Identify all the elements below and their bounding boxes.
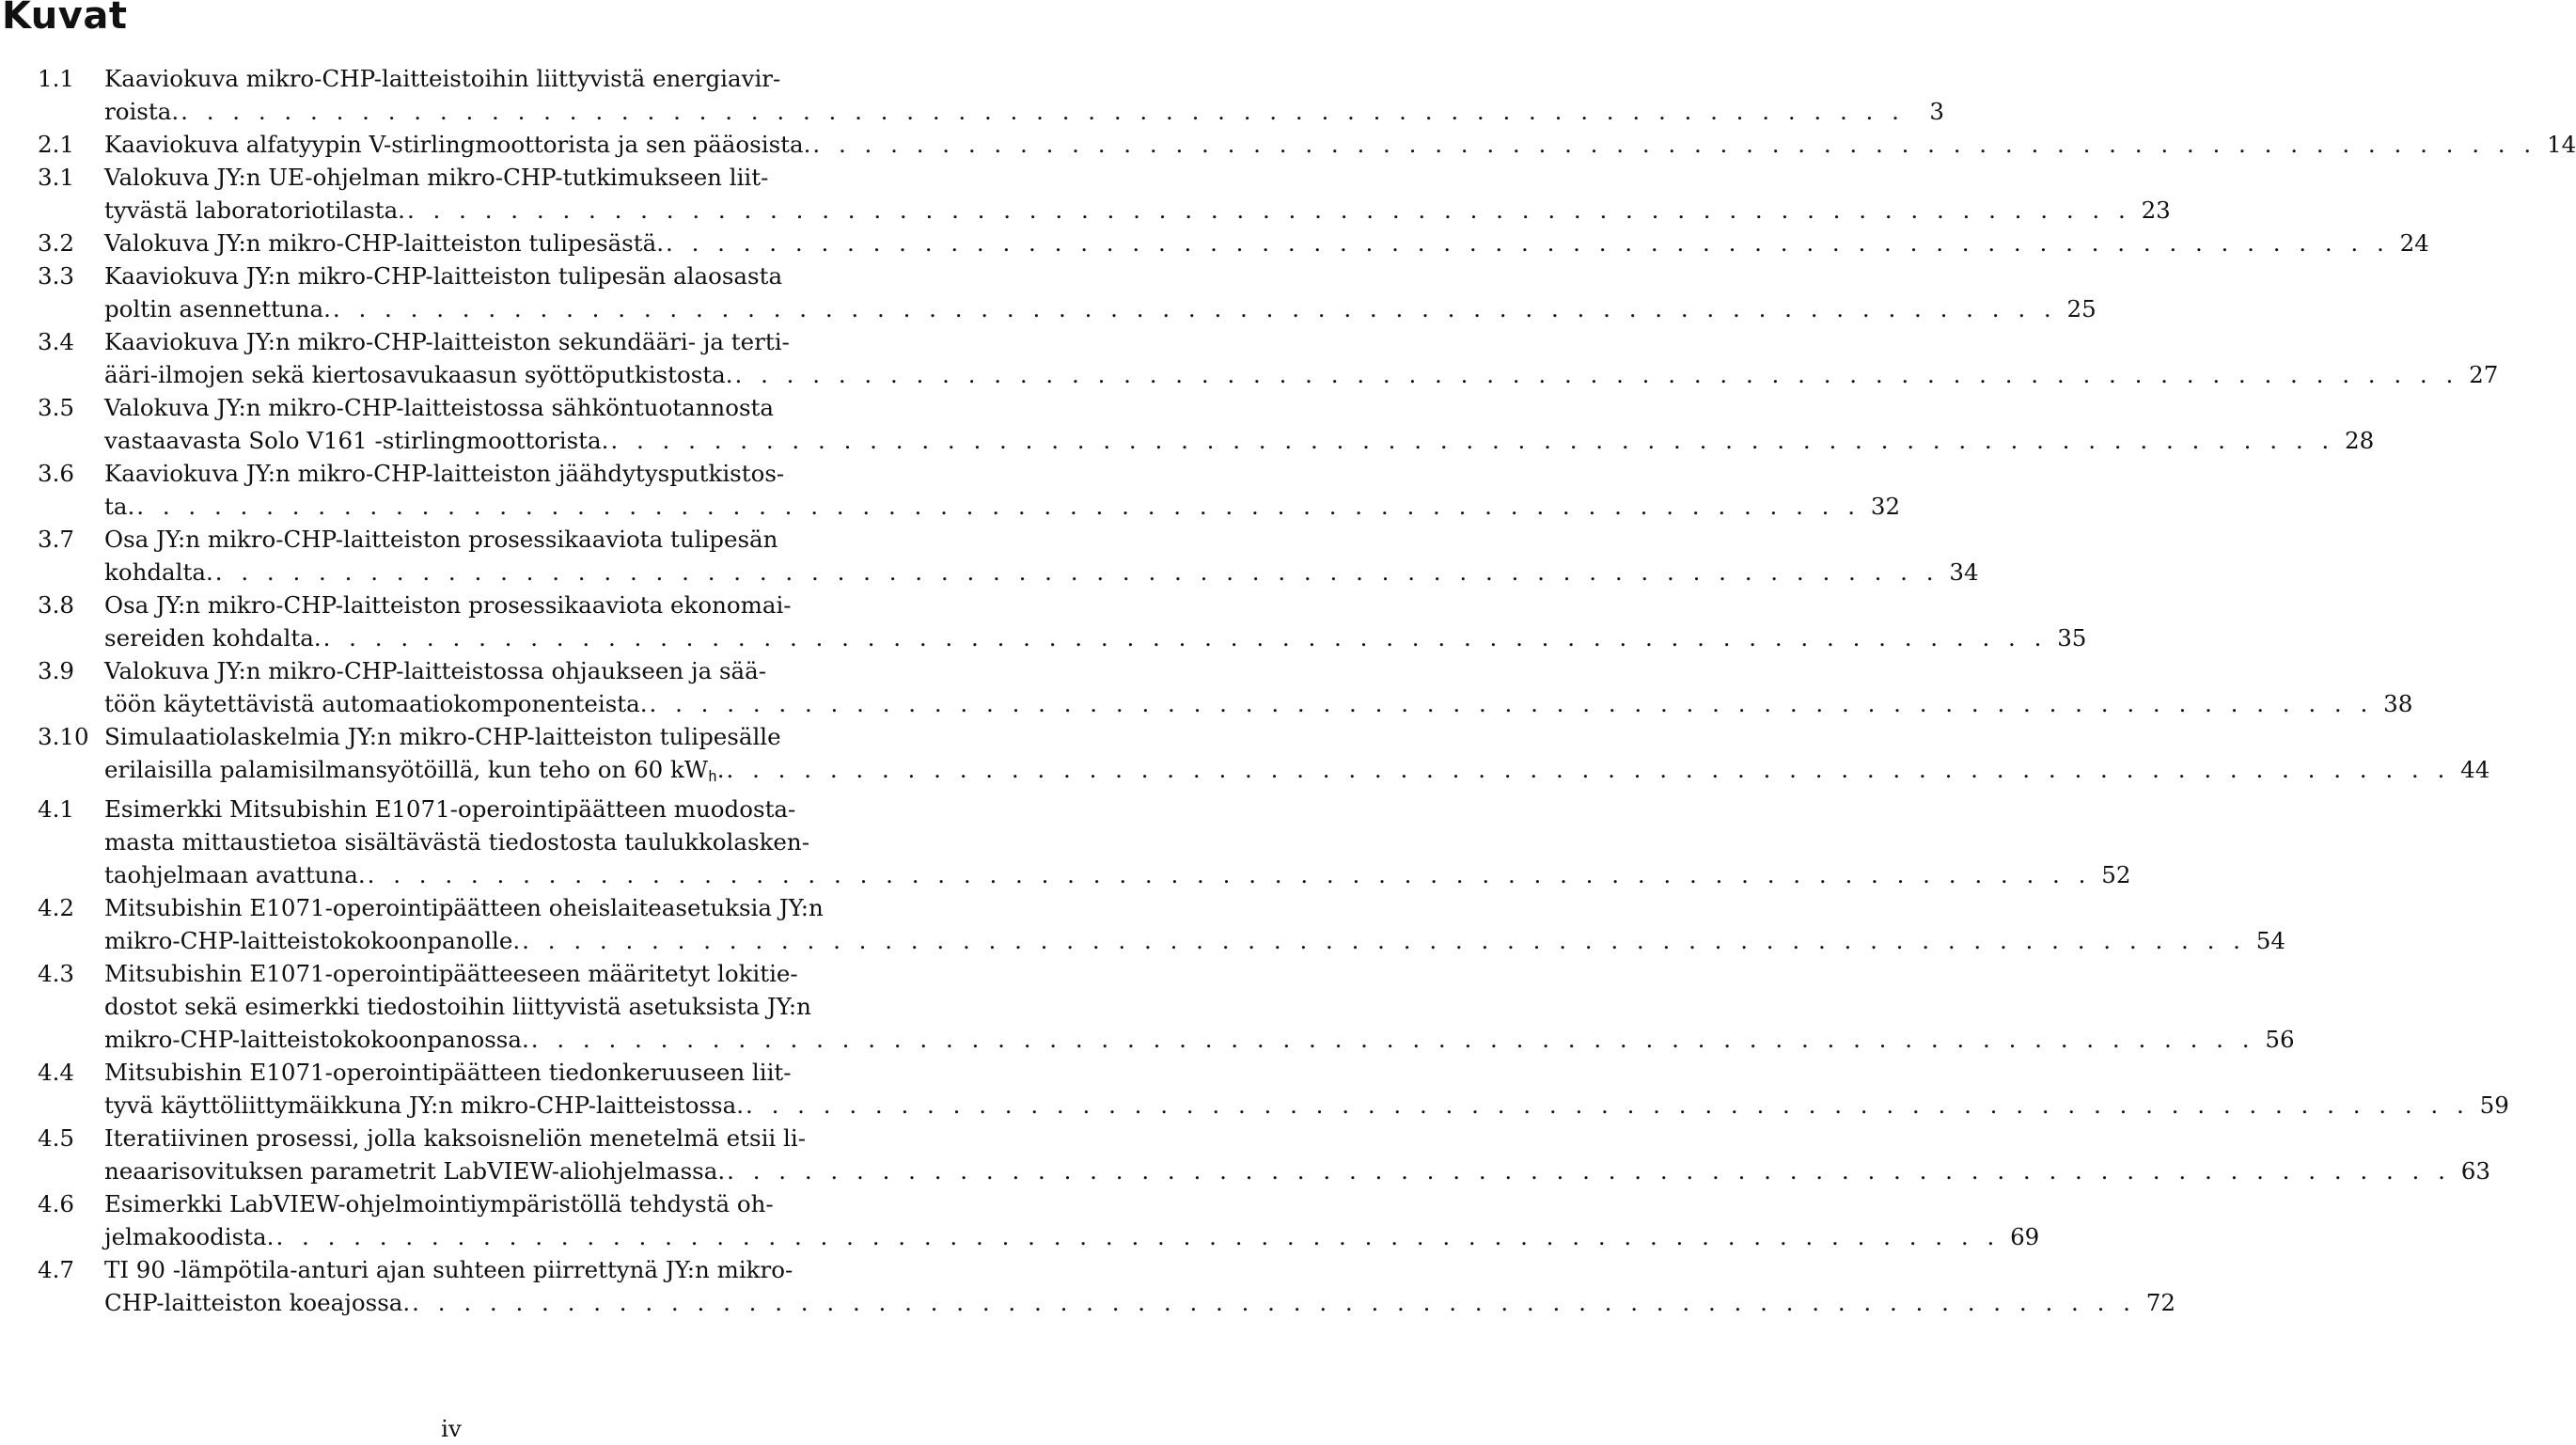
toc-entry[interactable] (38, 62, 1944, 128)
figure-number: 3.5 (38, 394, 74, 421)
dot-leader: . . . . . . . . . . . . . . . . . . . . . . . . . . . . . . . . . . . . . . . . . . . . . . . . . . . . . . . . . . . . . . . . . . . (214, 558, 1940, 586)
figure-caption-text (104, 95, 179, 128)
figure-number: 3.2 (38, 229, 74, 257)
figure-caption-text (104, 1220, 274, 1253)
unit-subscript: h (708, 767, 717, 785)
page-ref[interactable]: 35 (2057, 624, 2087, 652)
dot-leader: . . . . . . . . . . . . . . . . . . . . . . . . . . . . . . . . . . . . . . . . . . . . . . . . . . . . . . . . . . . . . . . . . . . (275, 1223, 2001, 1250)
caption-text: neaarisovituksen parametrit LabVIEW-aliohjelmassa. (104, 1157, 726, 1185)
caption-text: poltin asennettuna. (104, 295, 331, 322)
toc-entry[interactable] (38, 1187, 2040, 1253)
figure-caption-line: dostot sekä esimerkki tiedostoihin liittyvistä asetuksista JY:n (104, 993, 811, 1020)
caption-text: kohdalta. (104, 558, 213, 586)
figure-caption-line: Osa JY:n mikro-CHP-laitteiston prosessikaaviota ekonomai- (104, 591, 792, 619)
toc-entry[interactable] (38, 891, 2285, 957)
page-ref[interactable]: 23 (2141, 196, 2171, 224)
dot-leader: . . . . . . . . . . . . . . . . . . . . . . . . . . . . . . . . . . . . . . . . . . . . . . . . . . . . . . . . . . . . . . . . . . . (812, 131, 2537, 158)
caption-text: mikro-CHP-laitteistokokoonpanossa. (104, 1026, 529, 1053)
toc-entry[interactable] (38, 161, 2171, 227)
figure-number: 3.6 (38, 460, 74, 487)
figure-caption-text (104, 1089, 744, 1122)
dot-leader: . . . . . . . . . . . . . . . . . . . . . . . . . . . . . . . . . . . . . . . . . . . . . . . . . . . . . . . . . . . . . . . . . . . (181, 98, 1905, 125)
toc-entry[interactable] (38, 793, 2131, 891)
figure-caption-line (104, 556, 1979, 589)
toc-entry[interactable] (38, 523, 1979, 589)
caption-text: erilaisilla palamisilmansyötöillä, kun teho on 60 kW (104, 756, 709, 783)
toc-entry[interactable] (38, 589, 2087, 654)
figure-caption-line (104, 194, 2171, 227)
dot-leader: . . . . . . . . . . . . . . . . . . . . . . . . . . . . . . . . . . . . . . . . . . . . . . . . . . . . . . . . . . . . . . . . . . . (727, 1157, 2451, 1185)
figure-number: 3.1 (38, 164, 74, 191)
figure-caption-line (104, 292, 2097, 325)
toc-entry[interactable] (38, 391, 2375, 457)
dot-leader: . . . . . . . . . . . . . . . . . . . . . . . . . . . . . . . . . . . . . . . . . . . . . . . . . . . . . . . . . . . . . . . . . . . (726, 756, 2451, 783)
page-ref[interactable]: 24 (2399, 229, 2429, 257)
dot-leader: . . . . . . . . . . . . . . . . . . . . . . . . . . . . . . . . . . . . . . . . . . . . . . . . . . . . . . . . . . . . . . . . . . . (332, 295, 2057, 322)
list-of-figures (38, 62, 2576, 1319)
page-ref[interactable]: 69 (2010, 1223, 2040, 1250)
figure-caption-line (104, 687, 2413, 720)
dot-leader: . . . . . . . . . . . . . . . . . . . . . . . . . . . . . . . . . . . . . . . . . . . . . . . . . . . . . . . . . . . . . . . . . . . (746, 1092, 2470, 1119)
page-ref[interactable]: 54 (2255, 927, 2285, 954)
figure-caption-text (104, 358, 733, 391)
figure-caption-line (104, 358, 2499, 391)
dot-leader: . . . . . . . . . . . . . . . . . . . . . . . . . . . . . . . . . . . . . . . . . . . . . . . . . . . . . . . . . . . . . . . . . . . (412, 1289, 2136, 1316)
figure-caption-line: Kaaviokuva JY:n mikro-CHP-laitteiston tulipesän alaosasta (104, 262, 783, 290)
caption-text: Valokuva JY:n mikro-CHP-laitteiston tulipesästä. (104, 229, 664, 257)
page-ref[interactable]: 72 (2145, 1289, 2175, 1316)
toc-entry[interactable] (38, 1253, 2175, 1319)
caption-text: jelmakoodista. (104, 1223, 275, 1250)
page-ref[interactable]: 34 (1949, 558, 1979, 586)
figure-caption-line: Mitsubishin E1071-operointipäätteeseen määritetyt lokitie- (104, 960, 798, 987)
caption-text: vastaavasta Solo V161 -stirlingmoottorista. (104, 427, 609, 454)
figure-number: 4.6 (38, 1190, 74, 1217)
page-heading: Kuvat (2, 0, 128, 38)
dot-leader: . . . . . . . . . . . . . . . . . . . . . . . . . . . . . . . . . . . . . . . . . . . . . . . . . . . . . . . . . . . . . . . . . . . (322, 624, 2048, 652)
figure-caption-line: Valokuva JY:n UE-ohjelman mikro-CHP-tutkimukseen liit- (104, 164, 769, 191)
figure-caption-line: Kaaviokuva mikro-CHP-laitteistoihin liittyvistä energiavir- (104, 65, 781, 92)
figure-caption-line (104, 1023, 2295, 1056)
figure-caption-line: Esimerkki LabVIEW-ohjelmointiympäristöllä tehdystä oh- (104, 1190, 774, 1217)
figure-caption-line (104, 490, 1901, 523)
figure-caption-line (104, 621, 2087, 654)
toc-entry[interactable] (38, 1122, 2490, 1187)
figure-caption-line (104, 924, 2285, 957)
figure-caption-line: Valokuva JY:n mikro-CHP-laitteistossa ohjaukseen ja sää- (104, 657, 767, 684)
page-ref[interactable]: 25 (2066, 295, 2097, 322)
figure-caption-line: Simulaatiolaskelmia JY:n mikro-CHP-laitteiston tulipesälle (104, 723, 781, 750)
page-ref[interactable]: 38 (2383, 690, 2413, 717)
figure-caption-line: masta mittaustietoa sisältävästä tiedostosta taulukkolasken- (104, 828, 809, 856)
figure-number: 4.2 (38, 894, 74, 921)
figure-number: 4.5 (38, 1124, 74, 1152)
toc-entry[interactable] (38, 128, 2576, 161)
figure-caption-line: Esimerkki Mitsubishin E1071-operointipäätteen muodosta- (104, 795, 796, 823)
caption-period: . (716, 756, 725, 783)
figure-caption-line (104, 227, 2429, 259)
figure-number: 4.7 (38, 1256, 74, 1283)
page-ref[interactable]: 63 (2460, 1157, 2490, 1185)
dot-leader: . . . . . . . . . . . . . . . . . . . . . . . . . . . . . . . . . . . . . . . . . . . . . . . . . . . . . . . . . . . . . . . . . . . (734, 361, 2459, 388)
page-ref[interactable]: 3 (1929, 98, 1944, 125)
caption-text: CHP-laitteiston koeajossa. (104, 1289, 411, 1316)
figure-number: 3.7 (38, 526, 74, 553)
figure-caption-text (104, 753, 725, 793)
figure-caption-text (104, 556, 213, 589)
toc-entry[interactable] (38, 720, 2490, 793)
figure-caption-line (104, 128, 2576, 161)
figure-number: 4.1 (38, 795, 74, 823)
page-ref[interactable]: 59 (2479, 1092, 2509, 1119)
figure-caption-line (104, 1089, 2509, 1122)
figure-caption-line (104, 1154, 2490, 1187)
caption-text: tyvä käyttöliittymäikkuna JY:n mikro-CHP-laitteistossa. (104, 1092, 745, 1119)
figure-caption-text (104, 1154, 725, 1187)
caption-text: sereiden kohdalta. (104, 624, 322, 652)
caption-text: Kaaviokuva alfatyypin V-stirlingmoottorista ja sen pääosista. (104, 131, 811, 158)
figure-caption-text (104, 227, 664, 259)
figure-caption-line (104, 95, 1944, 128)
figure-caption-text (104, 128, 810, 161)
figure-caption-text (104, 490, 134, 523)
dot-leader: . . . . . . . . . . . . . . . . . . . . . . . . . . . . . . . . . . . . . . . . . . . . . . . . . . . . . . . . . . . . . . . . . . . (406, 196, 2131, 224)
page-ref[interactable]: 52 (2101, 861, 2131, 888)
figure-caption-text (104, 424, 608, 457)
figure-number: 3.9 (38, 657, 74, 684)
page-ref[interactable]: 28 (2345, 427, 2375, 454)
page-ref[interactable]: 27 (2469, 361, 2499, 388)
toc-entry[interactable] (38, 1056, 2509, 1122)
dot-leader: . . . . . . . . . . . . . . . . . . . . . . . . . . . . . . . . . . . . . . . . . . . . . . . . . . . . . . . . . . . . . . . . . . . (522, 927, 2246, 954)
caption-text: ääri-ilmojen sekä kiertosavukaasun syöttöputkistosta. (104, 361, 733, 388)
figure-caption-text (104, 194, 405, 227)
figure-number: 3.10 (38, 723, 89, 750)
figure-caption-text (104, 687, 648, 720)
dot-leader: . . . . . . . . . . . . . . . . . . . . . . . . . . . . . . . . . . . . . . . . . . . . . . . . . . . . . . . . . . . . . . . . . . . (136, 493, 1861, 520)
figure-caption-line: Osa JY:n mikro-CHP-laitteiston prosessikaaviota tulipesän (104, 526, 778, 553)
dot-leader: . . . . . . . . . . . . . . . . . . . . . . . . . . . . . . . . . . . . . . . . . . . . . . . . . . . . . . . . . . . . . . . . . . . (649, 690, 2374, 717)
figure-number: 3.4 (38, 328, 74, 355)
figure-caption-line: Mitsubishin E1071-operointipäätteen tiedonkeruuseen liit- (104, 1059, 792, 1086)
caption-text: taohjelmaan avattuna. (104, 861, 366, 888)
page-ref[interactable]: 56 (2265, 1026, 2295, 1053)
dot-leader: . . . . . . . . . . . . . . . . . . . . . . . . . . . . . . . . . . . . . . . . . . . . . . . . . . . . . . . . . . . . . . . . . . . (610, 427, 2335, 454)
toc-entry[interactable] (38, 457, 1901, 523)
figure-caption-line: Kaaviokuva JY:n mikro-CHP-laitteiston sekundääri- ja terti- (104, 328, 790, 355)
figure-number: 4.4 (38, 1059, 74, 1086)
figure-caption-line (104, 858, 2131, 891)
caption-text: tyvästä laboratoriotilasta. (104, 196, 405, 224)
figure-caption-line: Valokuva JY:n mikro-CHP-laitteistossa sähköntuotannosta (104, 394, 774, 421)
figure-caption-line: Mitsubishin E1071-operointipäätteen oheislaiteasetuksia JY:n (104, 894, 824, 921)
toc-entry[interactable] (38, 654, 2413, 720)
figure-caption-line (104, 1220, 2040, 1253)
figure-caption-text (104, 621, 322, 654)
toc-entry[interactable] (38, 227, 2429, 259)
page-number: iv (441, 1415, 462, 1442)
figure-number: 2.1 (38, 131, 74, 158)
toc-entry[interactable] (38, 259, 2097, 325)
figure-caption-text (104, 1023, 529, 1056)
figure-caption-line (104, 424, 2375, 457)
figure-caption-line: TI 90 -lämpötila-anturi ajan suhteen piirrettynä JY:n mikro- (104, 1256, 793, 1283)
figure-caption-text (104, 1286, 410, 1319)
figure-caption-line: Iteratiivinen prosessi, jolla kaksoisneliön menetelmä etsii li- (104, 1124, 807, 1152)
caption-text: roista. (104, 98, 180, 125)
dot-leader: . . . . . . . . . . . . . . . . . . . . . . . . . . . . . . . . . . . . . . . . . . . . . . . . . . . . . . . . . . . . . . . . . . . (367, 861, 2092, 888)
page-ref[interactable]: 14 (2547, 131, 2576, 158)
figure-caption-text (104, 924, 520, 957)
figure-number: 1.1 (38, 65, 74, 92)
figure-number: 3.8 (38, 591, 74, 619)
dot-leader: . . . . . . . . . . . . . . . . . . . . . . . . . . . . . . . . . . . . . . . . . . . . . . . . . . . . . . . . . . . . . . . . . . . (666, 229, 2390, 257)
caption-text: töön käytettävistä automaatiokomponenteista. (104, 690, 648, 717)
page-ref[interactable]: 44 (2460, 756, 2490, 783)
figure-caption-line: Kaaviokuva JY:n mikro-CHP-laitteiston jäähdytysputkistos- (104, 460, 785, 487)
caption-text: ta. (104, 493, 135, 520)
dot-leader: . . . . . . . . . . . . . . . . . . . . . . . . . . . . . . . . . . . . . . . . . . . . . . . . . . . . . . . . . . . . . . . . . . . (530, 1026, 2255, 1053)
page-ref[interactable]: 32 (1870, 493, 1901, 520)
figure-caption-line (104, 1286, 2175, 1319)
figure-caption-line (104, 753, 2490, 793)
figure-caption-text (104, 292, 331, 325)
toc-entry[interactable] (38, 957, 2295, 1056)
figure-caption-text (104, 858, 366, 891)
toc-entry[interactable] (38, 325, 2499, 391)
caption-text: mikro-CHP-laitteistokokoonpanolle. (104, 927, 521, 954)
figure-number: 3.3 (38, 262, 74, 290)
figure-number: 4.3 (38, 960, 74, 987)
